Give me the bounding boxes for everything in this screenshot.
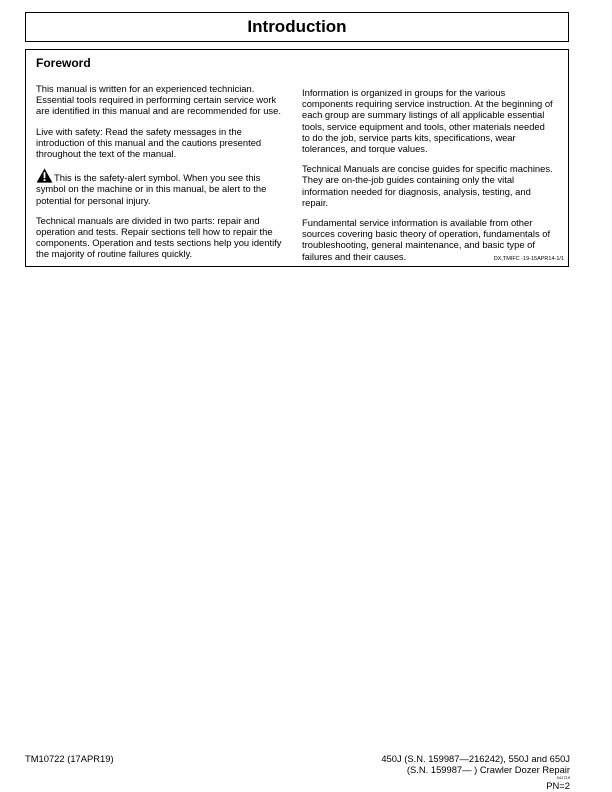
warning-triangle-icon [36,168,53,183]
paragraph: This manual is written for an experienced technician. Essential tools required in performing certain service work are identified in this manual and are recommended for use. [36,83,281,117]
footer-small-code: 041719 [556,775,570,780]
footer-model-info [381,753,570,791]
right-column [302,87,554,271]
paragraph: Technical manuals are divided in two parts: repair and operation and tests. Repair sections tell how to repair the components. Operation and tests sections help you identify the majority of routine failures quickly. [36,214,282,260]
section-title: Foreword [36,56,91,70]
safety-alert-text: This is the safety-alert symbol. When you see this symbol on the machine or in this manual, be alert to the potential for personal injury. [36,172,267,206]
foreword-section [25,49,569,267]
paragraph: Live with safety: Read the safety messages in the introduction of this manual and the cautions presented throughout the text of the manual. [36,125,262,160]
footer-model-line-1: 450J (S.N. 159987—216242), 550J and 650J [381,753,570,764]
footer-doc-id: TM10722 (17APR19) [25,753,114,764]
page-title: Introduction [247,17,347,36]
left-column [36,83,288,269]
footer-model-line-2: (S.N. 159987— ) Crawler Dozer Repair [406,764,570,775]
safety-alert-paragraph [36,168,288,206]
page-number: PN=2 [546,780,570,791]
paragraph: Information is organized in groups for the various components requiring service instruction. At the beginning of each group are summary listings of all applicable essential tools, service equipment and tools, other materials needed to do the job, service parts kits, specifications, wear tolerances, and torque values. [302,87,553,155]
paragraph: Technical Manuals are concise guides for specific machines. They are on-the-job guides containing only the vital information needed for diagnosis, analysis, testing, and repair. [302,163,553,208]
page-title-box [25,12,569,42]
reference-code: DX,TMIFC -19-15APR14-1/1 [493,256,564,262]
paragraph: Fundamental service information is available from other sources covering basic theory of operation, fundamentals of troubleshooting, general maintenance, and basic type of failures and their causes. [302,217,551,262]
